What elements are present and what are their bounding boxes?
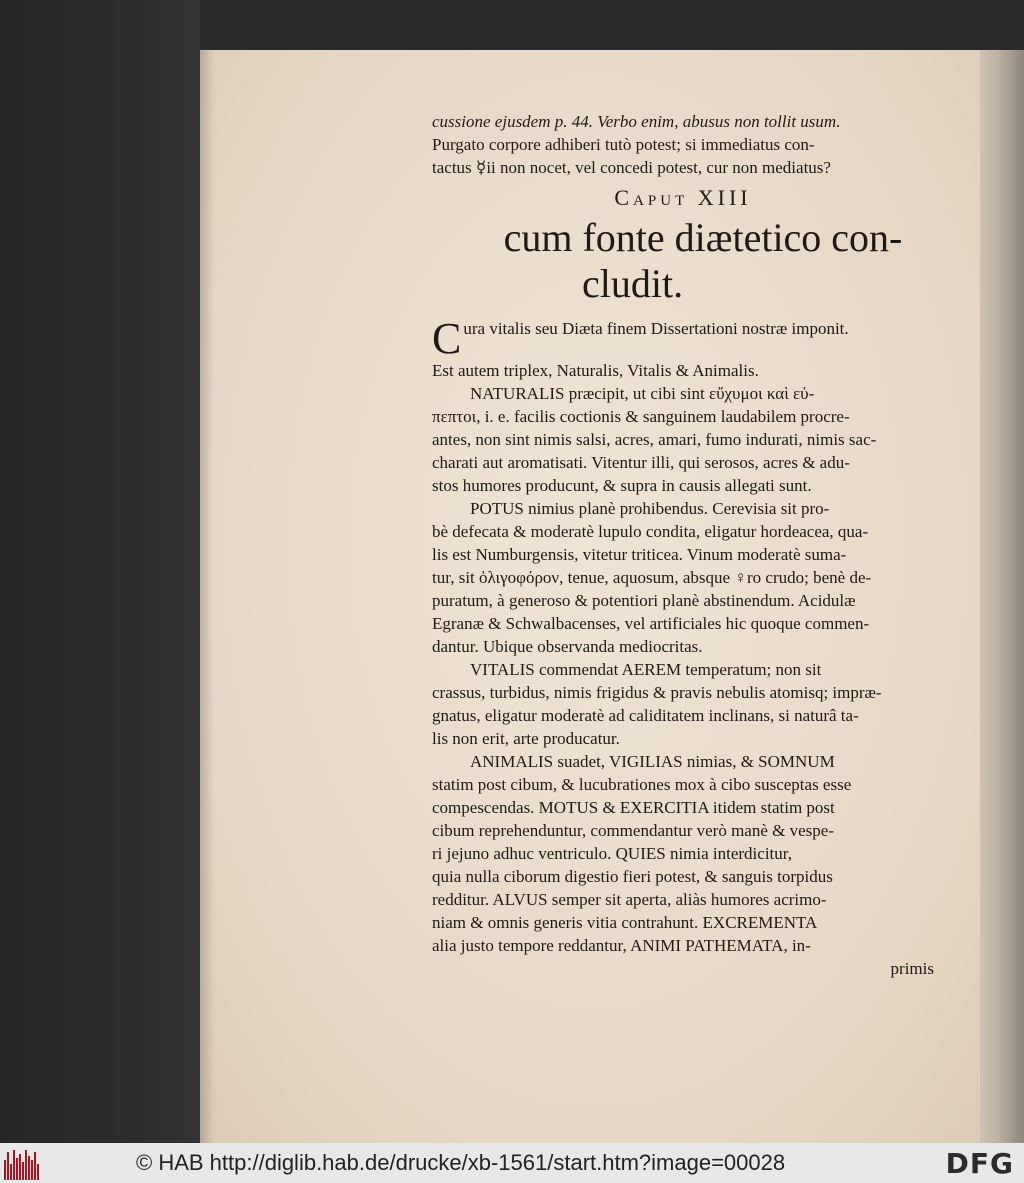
chapter-heading: Caput XIII — [614, 185, 752, 210]
spine-shadow — [200, 50, 214, 1143]
text-line: ANIMALIS suadet, VIGILIAS nimias, & SOMNUM — [470, 752, 835, 771]
text-line: bè defecata & moderatè lupulo condita, eligatur hordeacea, qua- — [432, 522, 869, 541]
hab-logo-icon — [4, 1146, 44, 1180]
text-line: charati aut aromatisati. Vitentur illi, qui serosos, acres & adu- — [432, 453, 850, 472]
text-line: cibum reprehenduntur, commendantur verò manè & vespe- — [432, 821, 834, 840]
scan-background-left — [0, 0, 200, 1143]
text-line: niam & omnis generis vitia contrahunt. EXCREMENTA — [432, 913, 818, 932]
text-line: πεπτοι, i. e. facilis coctionis & sanguinem laudabilem procre- — [432, 407, 850, 426]
text-line: cussione ejusdem p. 44. Verbo enim, abusus non tollit usum. — [432, 112, 841, 131]
text-line: Purgato corpore adhiberi tutò potest; si immediatus con- — [432, 135, 815, 154]
chapter-title-line-1: cum fonte diætetico con- — [503, 215, 903, 260]
text-line: tur, sit ὀλιγοφόρον, tenue, aquosum, absque ♀ro crudo; benè de- — [432, 568, 872, 587]
text-line: redditur. ALVUS semper sit aperta, aliàs humores acrimo- — [432, 890, 827, 909]
text-line: NATURALIS præcipit, ut cibi sint εὔχυμοι καὶ εὐ- — [470, 384, 815, 403]
footer-bar — [0, 1143, 1024, 1183]
text-line: gnatus, eligatur moderatè ad caliditatem inclinans, si naturâ ta- — [432, 706, 859, 725]
text-line: Egranæ & Schwalbacenses, vel artificiales hic quoque commen- — [432, 614, 870, 633]
text-line: Est autem triplex, Naturalis, Vitalis & Animalis. — [432, 361, 759, 380]
text-line: statim post cibum, & lucubrationes mox à cibo susceptas esse — [432, 775, 852, 794]
text-line: VITALIS commendat AEREM temperatum; non sit — [470, 660, 822, 679]
text-line: lis non erit, arte producatur. — [432, 729, 620, 748]
text-line: C ura vitalis seu Diæta finem Dissertationi nostræ imponit. — [432, 317, 849, 359]
text-line: quia nulla ciborum digestio fieri potest, & sanguis torpidus — [432, 867, 833, 886]
text-line: antes, non sint nimis salsi, acres, amari, fumo indurati, nimis sac- — [432, 430, 877, 449]
text-line: tactus ☿ii non nocet, vel concedi potest, cur non mediatus? — [432, 158, 831, 177]
text-line: dantur. Ubique observanda mediocritas. — [432, 637, 703, 656]
text-line: ri jejuno adhuc ventriculo. QUIES nimia interdicitur, — [432, 844, 793, 863]
text-line: puratum, à generoso & potentiori planè abstinendum. Acidulæ — [432, 591, 856, 610]
page-edge — [980, 50, 1024, 1143]
text-line: crassus, turbidus, nimis frigidus & pravis nebulis atomisq; impræ- — [432, 683, 882, 702]
text-line: compescendas. MOTUS & EXERCITIA itidem statim post — [432, 798, 835, 817]
copyright-url-text[interactable]: © HAB http://diglib.hab.de/drucke/xb-1561/start.htm?image=00028 — [136, 1150, 786, 1175]
catchword: primis — [890, 959, 934, 978]
chapter-title-line-2: cludit. — [582, 261, 684, 306]
drop-cap: C — [432, 317, 462, 359]
text-line: lis est Numburgensis, vitetur triticea. Vinum moderatè suma- — [432, 545, 847, 564]
dfg-logo-icon: DFG — [945, 1147, 1014, 1180]
text-line: alia justo tempore reddantur, ANIMI PATHEMATA, in- — [432, 936, 811, 955]
text-line: stos humores producunt, & supra in causis allegati sunt. — [432, 476, 812, 495]
text-line: POTUS nimius planè prohibendus. Cerevisia sit pro- — [470, 499, 830, 518]
page-text — [432, 110, 934, 980]
